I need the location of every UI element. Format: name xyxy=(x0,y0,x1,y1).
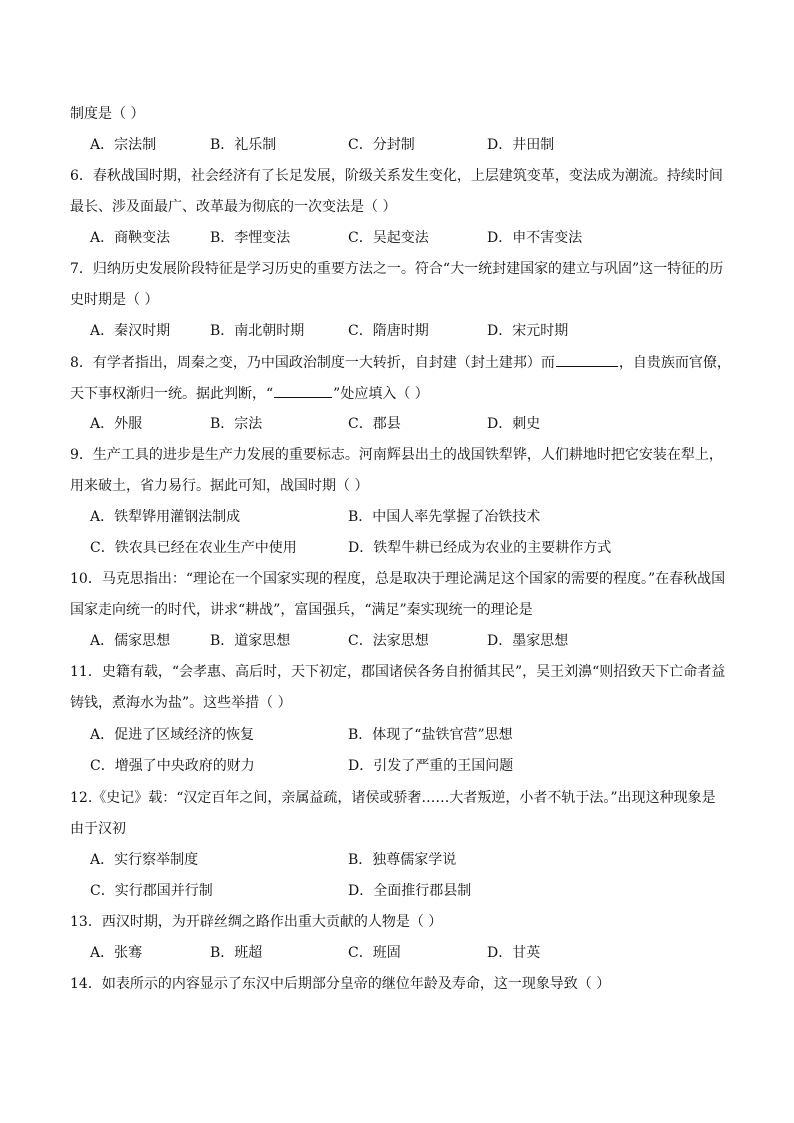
question-7-stem-line2: 史时期是（ ） xyxy=(70,292,159,308)
q8-option-d: D．刺史 xyxy=(487,416,541,432)
q8-option-b: B．宗法 xyxy=(210,416,263,432)
question-14-stem: 14．如表所示的内容显示了东汉中后期部分皇帝的继位年龄及寿命，这一现象导致（ ） xyxy=(70,976,611,992)
q11-option-d: D．引发了严重的王国问题 xyxy=(348,758,514,774)
q8-option-a: A．外服 xyxy=(90,416,143,432)
q11-option-a: A．促进了区域经济的恢复 xyxy=(90,727,255,743)
q12-option-d: D．全面推行郡县制 xyxy=(348,883,472,899)
q13-option-d: D．甘英 xyxy=(487,945,541,961)
q9-option-c: C．铁农具已经在农业生产中使用 xyxy=(90,540,297,556)
q5-option-a: A．宗法制 xyxy=(90,137,157,153)
q10-option-d: D．墨家思想 xyxy=(487,633,569,649)
question-5-stem: 制度是（ ） xyxy=(70,106,145,122)
q13-option-c: C．班固 xyxy=(348,945,401,961)
q9-option-b: B．中国人率先掌握了冶铁技术 xyxy=(348,509,541,525)
q11-option-b: B．体现了“盐铁官营”思想 xyxy=(348,727,513,743)
q6-option-d: D．申不害变法 xyxy=(487,230,583,246)
question-11-stem-line1: 11．史籍有载，“会孝惠、高后时，天下初定，郡国诸侯各务自拊循其民”，吴王刘濞“则招致天下亡命者益 xyxy=(70,664,726,680)
q6-option-c: C．吴起变法 xyxy=(348,230,429,246)
q6-option-a: A．商鞅变法 xyxy=(90,230,171,246)
q9-option-a: A．铁犁铧用灌钢法制成 xyxy=(90,509,241,525)
question-7-stem-line1: 7．归纳历史发展阶段特征是学习历史的重要方法之一。符合“大一统封建国家的建立与巩固”这一特征的历 xyxy=(70,261,724,277)
question-8-stem-line1 xyxy=(70,352,731,373)
question-10-stem-line1: 10．马克思指出：“理论在一个国家实现的程度，总是取决于理论满足这个国家的需要的程度。”在春秋战国 xyxy=(70,571,726,587)
question-12-stem-line2: 由于汉初 xyxy=(70,821,126,837)
q10-option-b: B．道家思想 xyxy=(210,633,291,649)
fill-in-blank xyxy=(274,383,332,398)
q6-option-b: B．李悝变法 xyxy=(210,230,291,246)
q8-text-part3: 天下事权渐归一统。据此判断，“ xyxy=(70,386,274,402)
q10-option-c: C．法家思想 xyxy=(348,633,429,649)
q5-option-b: B．礼乐制 xyxy=(210,137,277,153)
q8-option-c: C．郡县 xyxy=(348,416,401,432)
q13-option-b: B．班超 xyxy=(210,945,263,961)
q12-option-c: C．实行郡国并行制 xyxy=(90,883,213,899)
question-13-stem: 13．西汉时期，为开辟丝绸之路作出重大贡献的人物是（ ） xyxy=(70,914,443,930)
q5-option-d: D．井田制 xyxy=(487,137,555,153)
q7-option-c: C．隋唐时期 xyxy=(348,323,429,339)
q9-option-d: D．铁犁牛耕已经成为农业的主要耕作方式 xyxy=(348,540,612,556)
q11-option-c: C．增强了中央政府的财力 xyxy=(90,758,255,774)
q12-option-b: B．独尊儒家学说 xyxy=(348,852,457,868)
q7-option-d: D．宋元时期 xyxy=(487,323,569,339)
question-9-stem-line2: 用来破土，省力易行。据此可知，战国时期（ ） xyxy=(70,478,369,494)
q12-option-a: A．实行察举制度 xyxy=(90,852,199,868)
question-11-stem-line2: 铸钱，煮海水为盐”。这些举措（ ） xyxy=(70,695,292,711)
q7-option-b: B．南北朝时期 xyxy=(210,323,305,339)
question-6-stem-line1: 6．春秋战国时期，社会经济有了长足发展，阶级关系发生变化，上层建筑变革，变法成为潮流。持续时间 xyxy=(70,168,723,184)
fill-in-blank xyxy=(556,352,618,367)
question-12-stem-line1: 12.《史记》载：“汉定百年之间，亲属益疏，诸侯或骄奢……大者叛逆，小者不轨于法。”出现这种现象是 xyxy=(70,790,716,806)
q10-option-a: A．儒家思想 xyxy=(90,633,171,649)
question-9-stem-line1: 9．生产工具的进步是生产力发展的重要标志。河南辉县出土的战国铁犁铧，人们耕地时把它安装在犁上， xyxy=(70,447,723,463)
q13-option-a: A．张骞 xyxy=(90,945,143,961)
q8-text-part2: ，自贵族而官僚， xyxy=(618,355,731,371)
question-6-stem-line2: 最长、涉及面最广、改革最为彻底的一次变法是（ ） xyxy=(70,199,397,215)
question-10-stem-line2: 国家走向统一的时代，讲求“耕战”，富国强兵，“满足”秦实现统一的理论是 xyxy=(70,602,533,618)
q7-option-a: A．秦汉时期 xyxy=(90,323,171,339)
q8-text-part1: 8．有学者指出，周秦之变，乃中国政治制度一大转折，自封建（封土建邦）而 xyxy=(70,355,555,371)
q8-text-part4: ”处应填入（ ） xyxy=(333,386,429,402)
question-8-stem-line2 xyxy=(70,383,429,404)
q5-option-c: C．分封制 xyxy=(348,137,415,153)
